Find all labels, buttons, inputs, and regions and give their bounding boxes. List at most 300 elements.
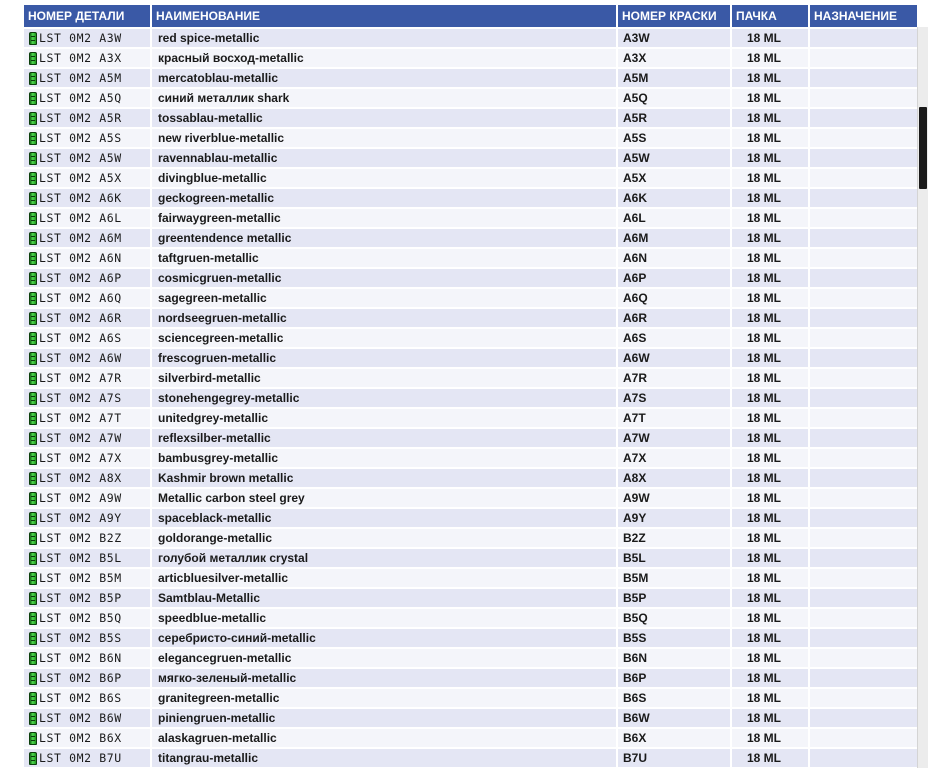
table-row[interactable] — [24, 29, 917, 49]
cell-name: Metallic carbon steel grey — [152, 489, 616, 509]
cell-pack: 18 ML — [732, 489, 808, 509]
cell-paint-code: A7T — [618, 409, 730, 429]
table-row[interactable] — [24, 89, 917, 109]
part-no-text[interactable]: LST 0M2 A7R — [39, 371, 122, 385]
part-no-text[interactable]: LST 0M2 B5Q — [39, 611, 122, 625]
part-no-text[interactable]: LST 0M2 A6P — [39, 271, 122, 285]
cell-name: elegancegruen-metallic — [152, 649, 616, 669]
cell-paint-code: B5Q — [618, 609, 730, 629]
part-no-text[interactable]: LST 0M2 A6W — [39, 351, 122, 365]
cell-paint-code: B6X — [618, 729, 730, 749]
cell-pack: 18 ML — [732, 369, 808, 389]
cell-purpose — [810, 109, 917, 129]
cell-pack: 18 ML — [732, 749, 808, 769]
cell-part-no[interactable] — [24, 569, 150, 589]
cell-part-no[interactable] — [24, 409, 150, 429]
paint-can-icon[interactable] — [29, 632, 37, 645]
cell-purpose — [810, 229, 917, 249]
cell-pack: 18 ML — [732, 389, 808, 409]
cell-part-no[interactable] — [24, 629, 150, 649]
table-row[interactable] — [24, 169, 917, 189]
part-no-text[interactable]: LST 0M2 B6W — [39, 711, 122, 725]
cell-pack: 18 ML — [732, 429, 808, 449]
cell-part-no[interactable] — [24, 249, 150, 269]
cell-paint-code: B6P — [618, 669, 730, 689]
column-header-part-no[interactable]: НОМЕР ДЕТАЛИ — [24, 5, 150, 29]
cell-name: titangrau-metallic — [152, 749, 616, 769]
part-no-text[interactable]: LST 0M2 B6P — [39, 671, 122, 685]
paint-can-icon[interactable] — [29, 212, 37, 225]
cell-part-no[interactable] — [24, 709, 150, 729]
part-no-text[interactable]: LST 0M2 A7T — [39, 411, 122, 425]
cell-part-no[interactable] — [24, 329, 150, 349]
parts-table — [24, 5, 917, 769]
cell-paint-code: A8X — [618, 469, 730, 489]
cell-paint-code: B5S — [618, 629, 730, 649]
cell-purpose — [810, 429, 917, 449]
cell-purpose — [810, 469, 917, 489]
table-row[interactable] — [24, 629, 917, 649]
part-no-text[interactable]: LST 0M2 A3X — [39, 51, 122, 65]
cell-pack: 18 ML — [732, 249, 808, 269]
cell-paint-code: A6L — [618, 209, 730, 229]
cell-purpose — [810, 449, 917, 469]
cell-paint-code: A5M — [618, 69, 730, 89]
cell-purpose — [810, 129, 917, 149]
cell-purpose — [810, 89, 917, 109]
cell-purpose — [810, 29, 917, 49]
table-row[interactable] — [24, 589, 917, 609]
cell-name: sciencegreen-metallic — [152, 329, 616, 349]
cell-part-no[interactable] — [24, 209, 150, 229]
part-no-text[interactable]: LST 0M2 A6M — [39, 231, 122, 245]
paint-can-icon[interactable] — [29, 712, 37, 725]
cell-pack: 18 ML — [732, 189, 808, 209]
cell-paint-code: A3X — [618, 49, 730, 69]
cell-paint-code: B6N — [618, 649, 730, 669]
cell-purpose — [810, 329, 917, 349]
cell-paint-code: A5S — [618, 129, 730, 149]
part-no-text[interactable]: LST 0M2 B5S — [39, 631, 122, 645]
cell-purpose — [810, 489, 917, 509]
paint-can-icon[interactable] — [29, 32, 37, 45]
part-no-text[interactable]: LST 0M2 B5M — [39, 571, 122, 585]
cell-part-no[interactable] — [24, 309, 150, 329]
part-no-text[interactable]: LST 0M2 B7U — [39, 751, 122, 765]
cell-purpose — [810, 689, 917, 709]
cell-name: ravennablau-metallic — [152, 149, 616, 169]
paint-can-icon[interactable] — [29, 332, 37, 345]
table-row[interactable] — [24, 369, 917, 389]
cell-purpose — [810, 609, 917, 629]
cell-paint-code: A5X — [618, 169, 730, 189]
cell-pack: 18 ML — [732, 169, 808, 189]
part-no-text[interactable]: LST 0M2 B5P — [39, 591, 122, 605]
cell-part-no[interactable] — [24, 69, 150, 89]
table-row[interactable] — [24, 309, 917, 329]
paint-can-icon[interactable] — [29, 672, 37, 685]
cell-part-no[interactable] — [24, 189, 150, 209]
cell-part-no[interactable] — [24, 369, 150, 389]
cell-purpose — [810, 289, 917, 309]
cell-part-no[interactable] — [24, 749, 150, 769]
cell-name: taftgruen-metallic — [152, 249, 616, 269]
table-row[interactable] — [24, 709, 917, 729]
table-row[interactable] — [24, 509, 917, 529]
part-no-text[interactable]: LST 0M2 A3W — [39, 31, 122, 45]
cell-part-no[interactable] — [24, 109, 150, 129]
paint-can-icon[interactable] — [29, 392, 37, 405]
column-header-pack[interactable]: ПАЧКА — [732, 5, 808, 29]
paint-can-icon[interactable] — [29, 232, 37, 245]
cell-pack: 18 ML — [732, 349, 808, 369]
cell-name: geckogreen-metallic — [152, 189, 616, 209]
cell-part-no[interactable] — [24, 89, 150, 109]
table-row[interactable] — [24, 49, 917, 69]
cell-pack: 18 ML — [732, 509, 808, 529]
table-row[interactable] — [24, 429, 917, 449]
paint-can-icon[interactable] — [29, 292, 37, 305]
cell-part-no[interactable] — [24, 489, 150, 509]
cell-name: new riverblue-metallic — [152, 129, 616, 149]
paint-can-icon[interactable] — [29, 72, 37, 85]
cell-part-no[interactable] — [24, 269, 150, 289]
cell-part-no[interactable] — [24, 509, 150, 529]
cell-part-no[interactable] — [24, 229, 150, 249]
cell-paint-code: A9W — [618, 489, 730, 509]
cell-paint-code: A7S — [618, 389, 730, 409]
cell-paint-code: A6K — [618, 189, 730, 209]
cell-paint-code: B5L — [618, 549, 730, 569]
cell-paint-code: B7U — [618, 749, 730, 769]
cell-paint-code: A6M — [618, 229, 730, 249]
part-no-text[interactable]: LST 0M2 B6S — [39, 691, 122, 705]
cell-part-no[interactable] — [24, 289, 150, 309]
cell-pack: 18 ML — [732, 329, 808, 349]
table-row[interactable] — [24, 189, 917, 209]
cell-part-no[interactable] — [24, 529, 150, 549]
table-body — [24, 29, 917, 769]
cell-paint-code: A6N — [618, 249, 730, 269]
paint-can-icon[interactable] — [29, 592, 37, 605]
paint-can-icon[interactable] — [29, 272, 37, 285]
table-row[interactable] — [24, 249, 917, 269]
cell-name: Samtblau-Metallic — [152, 589, 616, 609]
cell-pack: 18 ML — [732, 149, 808, 169]
table-row[interactable] — [24, 69, 917, 89]
cell-pack: 18 ML — [732, 129, 808, 149]
cell-purpose — [810, 269, 917, 289]
paint-can-icon[interactable] — [29, 472, 37, 485]
cell-part-no[interactable] — [24, 429, 150, 449]
part-no-text[interactable]: LST 0M2 A6L — [39, 211, 122, 225]
paint-can-icon[interactable] — [29, 92, 37, 105]
column-header-name[interactable]: НАИМЕНОВАНИЕ — [152, 5, 616, 29]
cell-name: red spice-metallic — [152, 29, 616, 49]
cell-name: granitegreen-metallic — [152, 689, 616, 709]
part-no-text[interactable]: LST 0M2 A7W — [39, 431, 122, 445]
cell-pack: 18 ML — [732, 209, 808, 229]
column-header-purpose[interactable]: НАЗНАЧЕНИЕ — [810, 5, 917, 29]
paint-can-icon[interactable] — [29, 752, 37, 765]
table-row[interactable] — [24, 549, 917, 569]
cell-purpose — [810, 349, 917, 369]
cell-paint-code: A9Y — [618, 509, 730, 529]
cell-part-no[interactable] — [24, 49, 150, 69]
table-row[interactable] — [24, 449, 917, 469]
cell-pack: 18 ML — [732, 29, 808, 49]
cell-paint-code: B2Z — [618, 529, 730, 549]
paint-can-icon[interactable] — [29, 612, 37, 625]
paint-can-icon[interactable] — [29, 652, 37, 665]
scrollbar-thumb[interactable] — [919, 107, 927, 189]
cell-name: frescogruen-metallic — [152, 349, 616, 369]
cell-paint-code: B6S — [618, 689, 730, 709]
part-no-text[interactable]: LST 0M2 A6N — [39, 251, 122, 265]
cell-purpose — [810, 589, 917, 609]
cell-purpose — [810, 709, 917, 729]
part-no-text[interactable]: LST 0M2 A9Y — [39, 511, 122, 525]
cell-pack: 18 ML — [732, 309, 808, 329]
cell-name: silverbird-metallic — [152, 369, 616, 389]
part-no-text[interactable]: LST 0M2 B5L — [39, 551, 122, 565]
cell-paint-code: B5P — [618, 589, 730, 609]
table-row[interactable] — [24, 349, 917, 369]
cell-purpose — [810, 69, 917, 89]
part-no-text[interactable]: LST 0M2 A5R — [39, 111, 122, 125]
cell-pack: 18 ML — [732, 669, 808, 689]
cell-part-no[interactable] — [24, 469, 150, 489]
cell-paint-code: A7W — [618, 429, 730, 449]
paint-can-icon[interactable] — [29, 252, 37, 265]
cell-purpose — [810, 669, 917, 689]
paint-can-icon[interactable] — [29, 52, 37, 65]
paint-can-icon[interactable] — [29, 192, 37, 205]
cell-name: Kashmir brown metallic — [152, 469, 616, 489]
cell-paint-code: A7R — [618, 369, 730, 389]
paint-can-icon[interactable] — [29, 112, 37, 125]
cell-part-no[interactable] — [24, 149, 150, 169]
paint-can-icon[interactable] — [29, 132, 37, 145]
column-header-paint-code[interactable]: НОМЕР КРАСКИ — [618, 5, 730, 29]
cell-purpose — [810, 549, 917, 569]
cell-part-no[interactable] — [24, 589, 150, 609]
table-row[interactable] — [24, 149, 917, 169]
paint-can-icon[interactable] — [29, 732, 37, 745]
part-no-text[interactable]: LST 0M2 A8X — [39, 471, 122, 485]
cell-name: articbluesilver-metallic — [152, 569, 616, 589]
cell-name: stonehengegrey-metallic — [152, 389, 616, 409]
paint-can-icon[interactable] — [29, 552, 37, 565]
cell-purpose — [810, 529, 917, 549]
cell-purpose — [810, 729, 917, 749]
table-row[interactable] — [24, 389, 917, 409]
paint-can-icon[interactable] — [29, 492, 37, 505]
cell-part-no[interactable] — [24, 689, 150, 709]
table-row[interactable] — [24, 269, 917, 289]
table-row[interactable] — [24, 409, 917, 429]
cell-pack: 18 ML — [732, 649, 808, 669]
cell-name: bambusgrey-metallic — [152, 449, 616, 469]
part-no-text[interactable]: LST 0M2 A6R — [39, 311, 122, 325]
table-row[interactable] — [24, 109, 917, 129]
cell-name: мягко-зеленый-metallic — [152, 669, 616, 689]
cell-name: mercatoblau-metallic — [152, 69, 616, 89]
cell-paint-code: B5M — [618, 569, 730, 589]
cell-paint-code: B6W — [618, 709, 730, 729]
cell-purpose — [810, 249, 917, 269]
cell-pack: 18 ML — [732, 549, 808, 569]
paint-can-icon[interactable] — [29, 152, 37, 165]
cell-paint-code: A5Q — [618, 89, 730, 109]
paint-can-icon[interactable] — [29, 512, 37, 525]
cell-part-no[interactable] — [24, 729, 150, 749]
paint-can-icon[interactable] — [29, 452, 37, 465]
table-row[interactable] — [24, 489, 917, 509]
cell-pack: 18 ML — [732, 729, 808, 749]
part-no-text[interactable]: LST 0M2 A5S — [39, 131, 122, 145]
part-no-text[interactable]: LST 0M2 A6S — [39, 331, 122, 345]
cell-purpose — [810, 149, 917, 169]
cell-pack: 18 ML — [732, 109, 808, 129]
part-no-text[interactable]: LST 0M2 A7X — [39, 451, 122, 465]
part-no-text[interactable]: LST 0M2 A7S — [39, 391, 122, 405]
cell-name: серебристо-синий-metallic — [152, 629, 616, 649]
cell-purpose — [810, 509, 917, 529]
cell-pack: 18 ML — [732, 469, 808, 489]
cell-purpose — [810, 569, 917, 589]
cell-name: goldorange-metallic — [152, 529, 616, 549]
cell-part-no[interactable] — [24, 349, 150, 369]
vertical-scrollbar[interactable] — [917, 27, 928, 768]
cell-part-no[interactable] — [24, 169, 150, 189]
cell-name: sagegreen-metallic — [152, 289, 616, 309]
paint-can-icon[interactable] — [29, 532, 37, 545]
part-no-text[interactable]: LST 0M2 B2Z — [39, 531, 122, 545]
part-no-text[interactable]: LST 0M2 A5X — [39, 171, 122, 185]
table-row[interactable] — [24, 649, 917, 669]
table-row[interactable] — [24, 289, 917, 309]
cell-purpose — [810, 629, 917, 649]
cell-purpose — [810, 749, 917, 769]
part-no-text[interactable]: LST 0M2 A6Q — [39, 291, 122, 305]
cell-pack: 18 ML — [732, 69, 808, 89]
paint-can-icon[interactable] — [29, 412, 37, 425]
cell-purpose — [810, 189, 917, 209]
cell-name: alaskagruen-metallic — [152, 729, 616, 749]
cell-pack: 18 ML — [732, 89, 808, 109]
cell-name: nordseegruen-metallic — [152, 309, 616, 329]
cell-purpose — [810, 169, 917, 189]
cell-purpose — [810, 49, 917, 69]
cell-paint-code: A5W — [618, 149, 730, 169]
cell-pack: 18 ML — [732, 49, 808, 69]
cell-part-no[interactable] — [24, 549, 150, 569]
part-no-text[interactable]: LST 0M2 A9W — [39, 491, 122, 505]
paint-can-icon[interactable] — [29, 372, 37, 385]
table-row[interactable] — [24, 229, 917, 249]
paint-can-icon[interactable] — [29, 172, 37, 185]
table-header-row — [24, 5, 917, 29]
cell-name: piniengruen-metallic — [152, 709, 616, 729]
cell-pack: 18 ML — [732, 229, 808, 249]
cell-paint-code: A5R — [618, 109, 730, 129]
table-row[interactable] — [24, 749, 917, 769]
cell-pack: 18 ML — [732, 689, 808, 709]
cell-purpose — [810, 209, 917, 229]
part-no-text[interactable]: LST 0M2 A5M — [39, 71, 122, 85]
cell-pack: 18 ML — [732, 449, 808, 469]
cell-name: reflexsilber-metallic — [152, 429, 616, 449]
cell-name: divingblue-metallic — [152, 169, 616, 189]
cell-part-no[interactable] — [24, 129, 150, 149]
paint-can-icon[interactable] — [29, 352, 37, 365]
cell-part-no[interactable] — [24, 29, 150, 49]
cell-purpose — [810, 649, 917, 669]
table-row[interactable] — [24, 609, 917, 629]
cell-name: красный восход-metallic — [152, 49, 616, 69]
cell-pack: 18 ML — [732, 709, 808, 729]
cell-name: speedblue-metallic — [152, 609, 616, 629]
part-no-text[interactable]: LST 0M2 B6N — [39, 651, 122, 665]
table-row[interactable] — [24, 669, 917, 689]
table-row[interactable] — [24, 729, 917, 749]
cell-name: cosmicgruen-metallic — [152, 269, 616, 289]
cell-name: голубой металлик crystal — [152, 549, 616, 569]
cell-paint-code: A6P — [618, 269, 730, 289]
cell-pack: 18 ML — [732, 629, 808, 649]
table-row[interactable] — [24, 689, 917, 709]
cell-pack: 18 ML — [732, 269, 808, 289]
table-row[interactable] — [24, 569, 917, 589]
cell-part-no[interactable] — [24, 649, 150, 669]
cell-part-no[interactable] — [24, 389, 150, 409]
cell-part-no[interactable] — [24, 669, 150, 689]
cell-name: tossablau-metallic — [152, 109, 616, 129]
table-row[interactable] — [24, 529, 917, 549]
cell-name: синий металлик shark — [152, 89, 616, 109]
part-no-text[interactable]: LST 0M2 B6X — [39, 731, 122, 745]
part-no-text[interactable]: LST 0M2 A6K — [39, 191, 122, 205]
table-row[interactable] — [24, 469, 917, 489]
table-row[interactable] — [24, 209, 917, 229]
paint-can-icon[interactable] — [29, 312, 37, 325]
cell-part-no[interactable] — [24, 449, 150, 469]
cell-paint-code: A6Q — [618, 289, 730, 309]
part-no-text[interactable]: LST 0M2 A5Q — [39, 91, 122, 105]
cell-pack: 18 ML — [732, 289, 808, 309]
paint-can-icon[interactable] — [29, 692, 37, 705]
cell-part-no[interactable] — [24, 609, 150, 629]
paint-can-icon[interactable] — [29, 432, 37, 445]
part-no-text[interactable]: LST 0M2 A5W — [39, 151, 122, 165]
table-row[interactable] — [24, 329, 917, 349]
cell-paint-code: A3W — [618, 29, 730, 49]
table-row[interactable] — [24, 129, 917, 149]
cell-pack: 18 ML — [732, 409, 808, 429]
cell-paint-code: A7X — [618, 449, 730, 469]
cell-pack: 18 ML — [732, 569, 808, 589]
parts-table-container — [24, 5, 917, 777]
paint-can-icon[interactable] — [29, 572, 37, 585]
cell-name: fairwaygreen-metallic — [152, 209, 616, 229]
cell-paint-code: A6R — [618, 309, 730, 329]
cell-paint-code: A6W — [618, 349, 730, 369]
cell-paint-code: A6S — [618, 329, 730, 349]
cell-name: spaceblack-metallic — [152, 509, 616, 529]
cell-name: unitedgrey-metallic — [152, 409, 616, 429]
cell-name: greentendence metallic — [152, 229, 616, 249]
